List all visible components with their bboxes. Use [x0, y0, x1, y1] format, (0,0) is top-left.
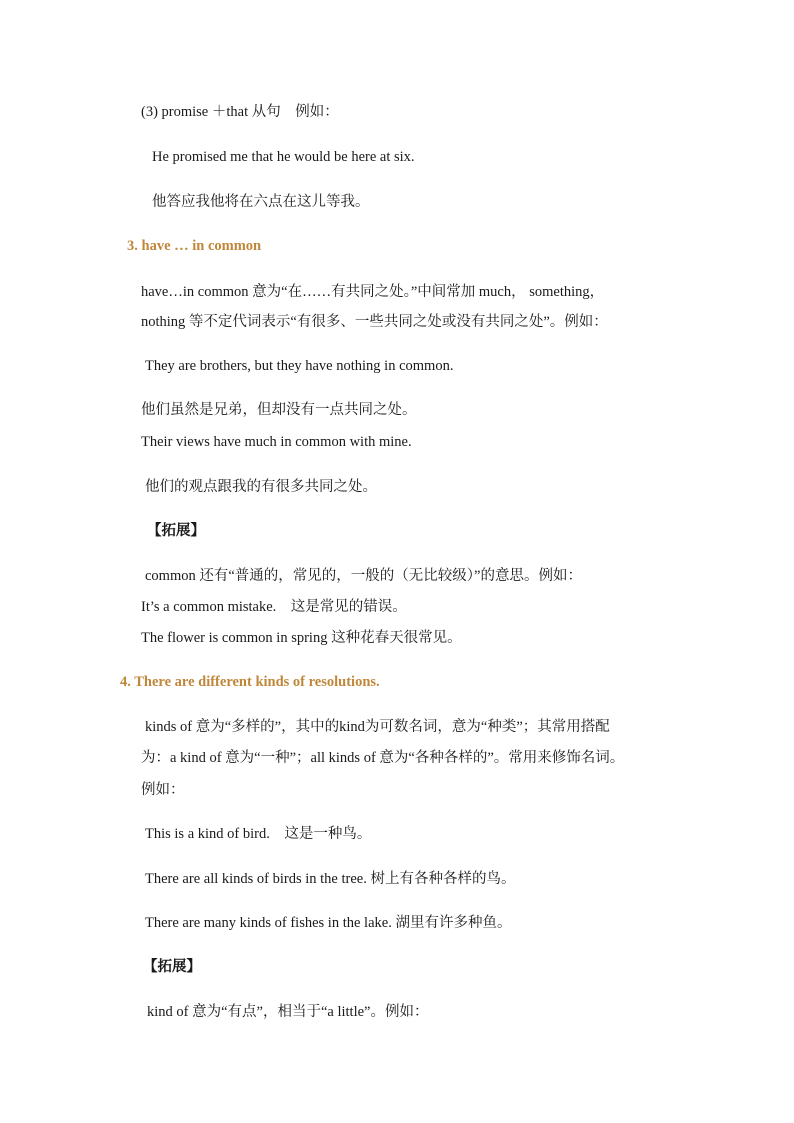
have-in-common-example2-en: Their views have much in common with mine.	[141, 434, 412, 450]
common-extend-line: common 还有“普通的，常见的，一般的（无比较级）”的意思。例如：	[145, 568, 582, 584]
kinds-example3: There are many kinds of fishes in the lake. 湖里有许多种鱼。	[145, 915, 512, 931]
common-extend-example2: The flower is common in spring 这种花春天很常见。	[141, 630, 462, 646]
kinds-explain-line1: kinds of 意为“多样的”，其中的kind为可数名词，意为“种类”；其常用搭配	[145, 719, 610, 735]
kind-of-extend-line: kind of 意为“有点”，相当于“a little”。例如：	[147, 1004, 429, 1020]
extend-label-common: 【拓展】	[147, 523, 205, 539]
have-in-common-explain-line2: nothing 等不定代词表示“有很多、一些共同之处或没有共同之处”。例如：	[141, 314, 608, 330]
promise-clause-label: (3) promise ＋that 从句 例如：	[141, 104, 339, 120]
kinds-example1: This is a kind of bird. 这是一种鸟。	[145, 826, 372, 842]
have-in-common-explain-line1: have…in common 意为“在……有共同之处。”中间常加 much， something，	[141, 284, 605, 300]
promise-example-en: He promised me that he would be here at six.	[152, 149, 415, 165]
kinds-explain-line2: 为：a kind of 意为“一种”；all kinds of 意为“各种各样的”。常用来修饰名词。	[141, 750, 625, 766]
have-in-common-example2-zh: 他们的观点跟我的有很多共同之处。	[145, 479, 377, 495]
have-in-common-example1-zh: 他们虽然是兄弟，但却没有一点共同之处。	[141, 402, 417, 418]
have-in-common-example1-en: They are brothers, but they have nothing in common.	[145, 358, 454, 374]
kinds-explain-line3: 例如：	[141, 782, 185, 798]
section-heading-have-in-common: 3. have … in common	[127, 238, 262, 254]
promise-example-zh: 他答应我他将在六点在这儿等我。	[152, 194, 370, 210]
extend-label-kinds: 【拓展】	[143, 959, 201, 975]
common-extend-example1: It’s a common mistake. 这是常见的错误。	[141, 599, 407, 615]
kinds-example2: There are all kinds of birds in the tree. 树上有各种各样的鸟。	[145, 871, 516, 887]
section-heading-kinds: 4. There are different kinds of resolutions.	[120, 674, 380, 690]
